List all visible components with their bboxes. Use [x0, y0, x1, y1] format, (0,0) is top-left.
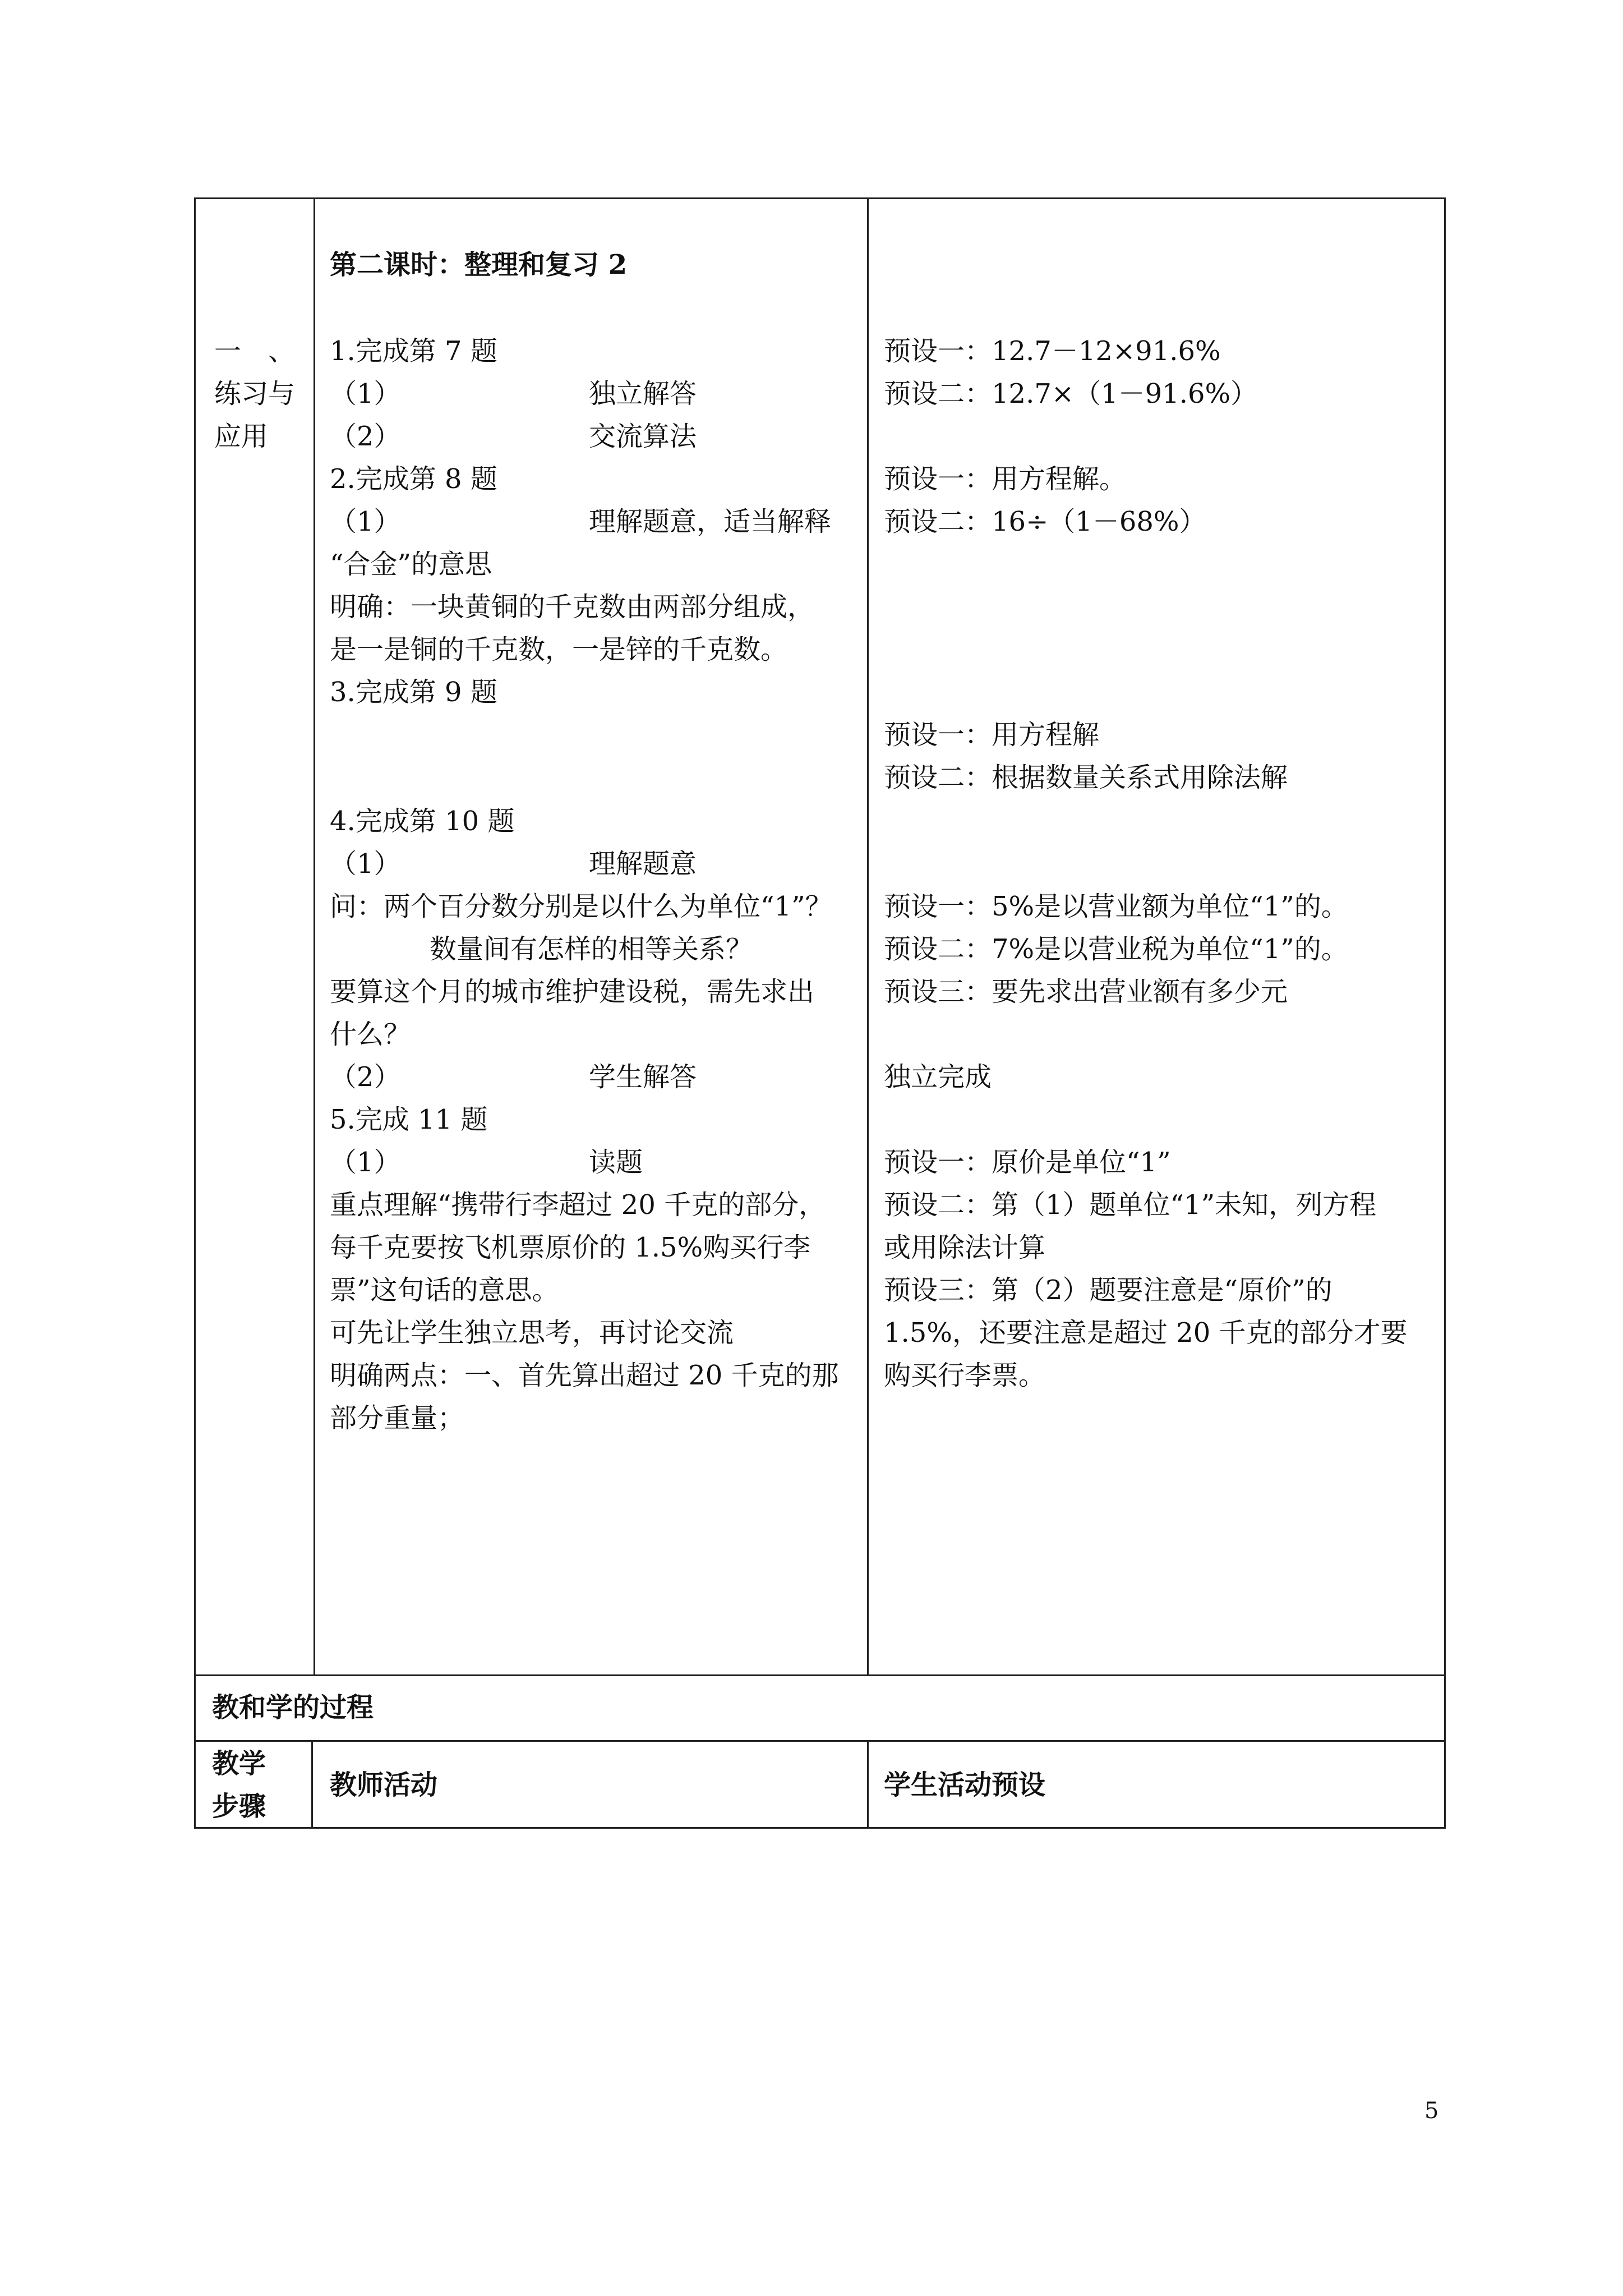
- col-header-steps-line: 步骤: [212, 1791, 266, 1822]
- teacher-subitem-text: 交流算法: [589, 421, 697, 452]
- teacher-subitem-text: 理解题意，适当解释: [589, 506, 832, 537]
- teacher-text: 是一是铜的千克数，一是锌的千克数。: [330, 634, 788, 665]
- teacher-text: 问：两个百分数分别是以什么为单位“1”？: [330, 891, 832, 922]
- row-divider-header: [194, 1740, 1446, 1742]
- teacher-subitem-text: 学生解答: [589, 1061, 697, 1093]
- teacher-item: 2.完成第 8 题: [330, 463, 497, 495]
- step-label-line: 一 、: [214, 335, 296, 367]
- col-divider-1-lower: [311, 1740, 313, 1829]
- teacher-subitem-text: 理解题意: [589, 848, 697, 880]
- lesson-title: 第二课时：整理和复习 2: [330, 249, 628, 280]
- teacher-text: 什么？: [330, 1019, 411, 1050]
- student-preset: 预设二：7%是以营业税为单位“1”的。: [884, 933, 1348, 965]
- col-header-steps: [212, 1742, 296, 1828]
- student-preset: 预设二：第（1）题单位“1”未知，列方程: [884, 1189, 1377, 1221]
- student-preset: 预设二：12.7×（1－91.6%）: [884, 378, 1258, 409]
- student-preset: 预设一：原价是单位“1”: [884, 1147, 1171, 1178]
- table-border-left: [194, 197, 196, 1829]
- step-label-line: 应用: [214, 421, 269, 452]
- col-header-student: 学生活动预设: [884, 1769, 1046, 1801]
- teacher-subitem-text: 读题: [589, 1147, 643, 1178]
- teacher-text: 要算这个月的城市维护建设税，需先求出: [330, 976, 815, 1007]
- teacher-subitem-num: （1）: [330, 1147, 401, 1178]
- process-title: 教和学的过程: [212, 1692, 374, 1723]
- teacher-text: 每千克要按飞机票原价的 1.5%购买行李: [330, 1232, 811, 1263]
- col-divider-2-upper: [867, 197, 869, 1676]
- teacher-text: 票”这句话的意思。: [330, 1274, 559, 1306]
- col-header-steps-line: 教学: [212, 1748, 266, 1779]
- teacher-text: 明确两点：一、首先算出超过 20 千克的那: [330, 1360, 839, 1391]
- student-preset: 预设一：用方程解。: [884, 463, 1127, 495]
- teacher-subitem-num: （1）: [330, 506, 401, 537]
- teacher-subitem-text: 独立解答: [589, 378, 697, 409]
- col-header-teacher: 教师活动: [330, 1769, 438, 1801]
- step-label-practice: [214, 330, 298, 458]
- teacher-subitem-num: （2）: [330, 1061, 401, 1093]
- table-border-right: [1444, 197, 1446, 1829]
- table-border-top: [194, 197, 1446, 199]
- teacher-subitem-num: （2）: [330, 421, 401, 452]
- teacher-subitem-num: （1）: [330, 848, 401, 880]
- table-border-bottom: [194, 1827, 1446, 1829]
- student-text: 购买行李票。: [884, 1360, 1046, 1391]
- student-preset: 预设三：要先求出营业额有多少元: [884, 976, 1288, 1007]
- teacher-text: 重点理解“携带行李超过 20 千克的部分，: [330, 1189, 826, 1221]
- student-preset: 预设三：第（2）题要注意是“原价”的: [884, 1274, 1332, 1306]
- teacher-item: 5.完成 11 题: [330, 1104, 488, 1135]
- teacher-subitem-num: （1）: [330, 378, 401, 409]
- teacher-item: 1.完成第 7 题: [330, 335, 497, 367]
- student-preset: 预设二：根据数量关系式用除法解: [884, 762, 1288, 793]
- teacher-text: 部分重量；: [330, 1402, 465, 1434]
- teacher-text: 可先让学生独立思考，再讨论交流: [330, 1317, 734, 1349]
- col-divider-2-lower: [867, 1740, 869, 1829]
- student-text: 或用除法计算: [884, 1232, 1046, 1263]
- student-preset: 预设一：12.7－12×91.6%: [884, 335, 1221, 367]
- page-number: 5: [1424, 2098, 1439, 2124]
- teacher-text: “合金”的意思: [330, 549, 492, 580]
- row-divider-process: [194, 1674, 1446, 1676]
- student-text: 1.5%，还要注意是超过 20 千克的部分才要: [884, 1317, 1408, 1349]
- teacher-item: 3.完成第 9 题: [330, 677, 497, 708]
- student-preset: 预设二：16÷（1－68%）: [884, 506, 1206, 537]
- col-divider-1-upper: [313, 197, 315, 1676]
- student-text: 独立完成: [884, 1061, 992, 1093]
- teacher-text: 明确：一块黄铜的千克数由两部分组成，: [330, 591, 815, 623]
- student-preset: 预设一：5%是以营业额为单位“1”的。: [884, 891, 1348, 922]
- teacher-text: 数量间有怎样的相等关系？: [430, 933, 753, 965]
- teacher-item: 4.完成第 10 题: [330, 806, 515, 837]
- step-label-line: 练习与: [214, 378, 296, 409]
- student-preset: 预设一：用方程解: [884, 719, 1100, 751]
